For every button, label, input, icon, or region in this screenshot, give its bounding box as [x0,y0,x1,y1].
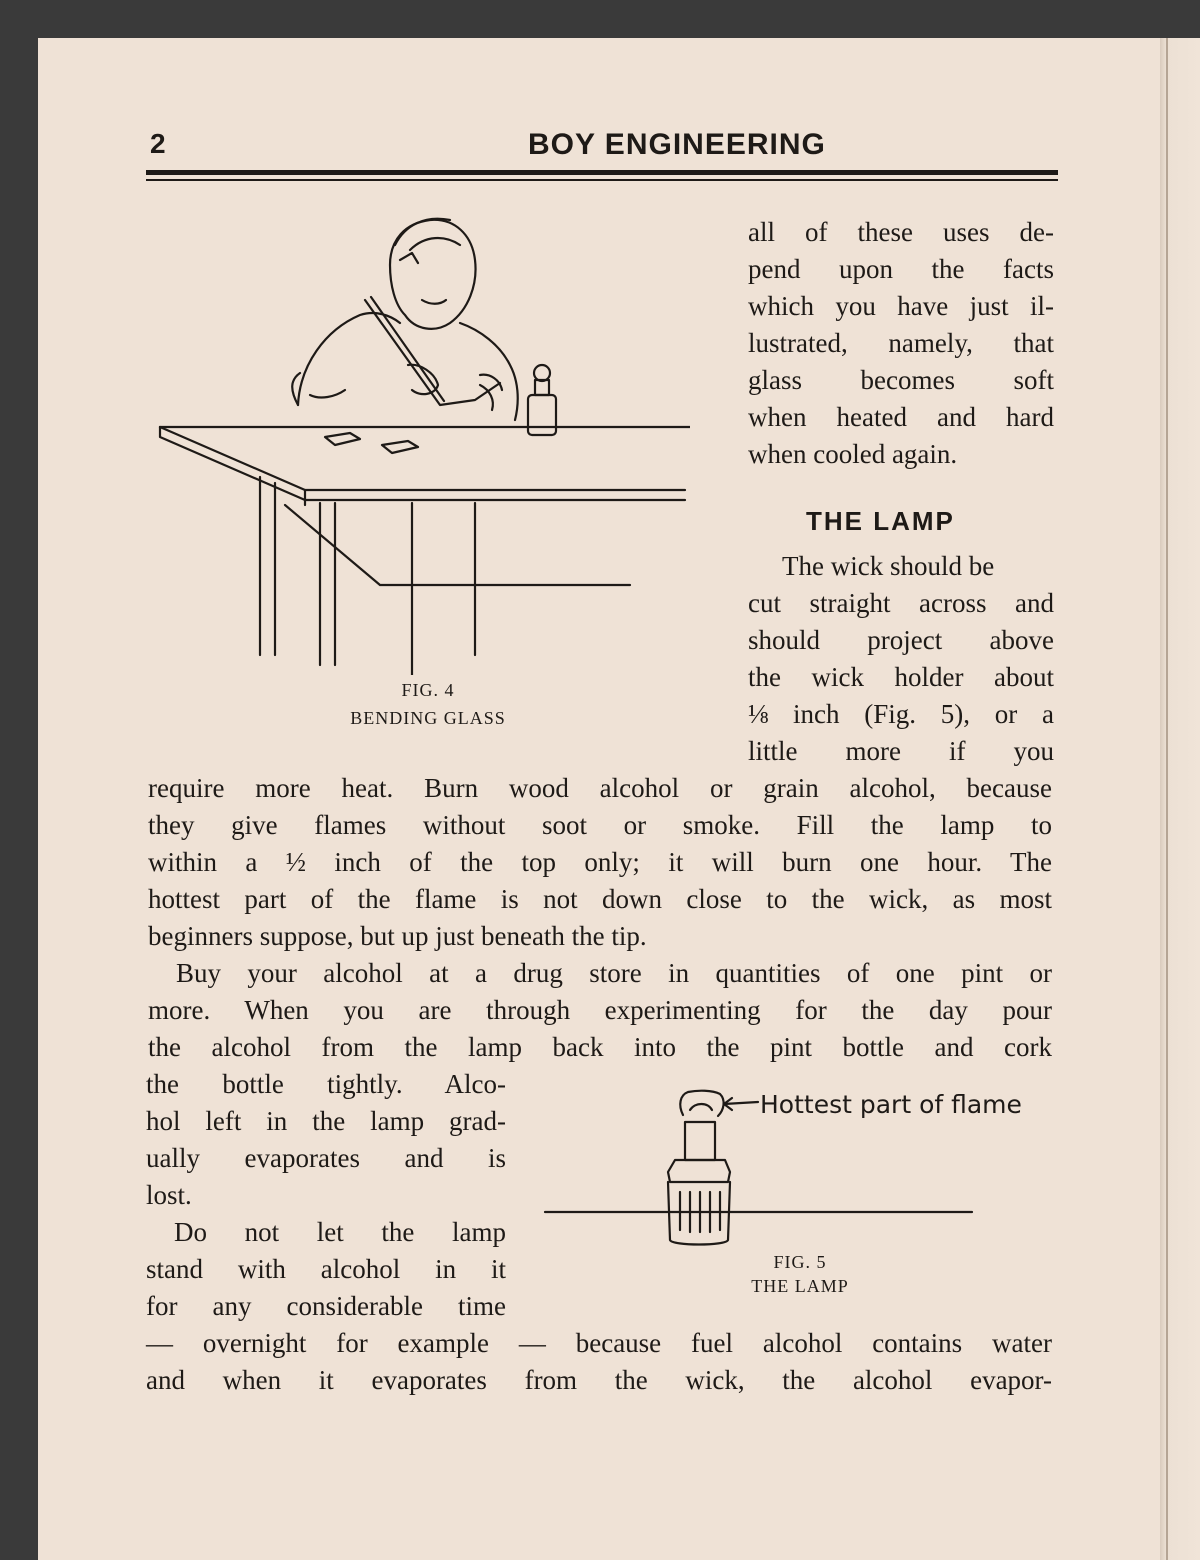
text-line: all of these uses de- [748,217,1054,247]
text-line: ually evaporates and is [146,1143,506,1173]
fig5-caption-number: FIG. 5 [773,1252,827,1272]
fig5-annotation: Hottest part of flame [760,1090,1022,1119]
text-line: within a ½ inch of the top only; it will burn one hour. The [148,847,1052,877]
text-line: hottest part of the flame is not down close to the wick, as most [148,884,1052,914]
header-rule [146,170,1058,175]
page-gutter [1166,38,1168,1560]
text-line: more. When you are through experimenting for the day pour [148,995,1052,1025]
text-line: the bottle tightly. Alco- [146,1069,506,1099]
text-line: ⅛ inch (Fig. 5), or a [748,699,1054,729]
running-head: BOY ENGINEERING [528,128,826,161]
text-line: Do not let the lamp [174,1217,506,1247]
text-line: The wick should be [782,551,995,581]
text-line: lustrated, namely, that [748,328,1054,358]
section-heading: THE LAMP [806,506,955,536]
fig5-caption-title: THE LAMP [751,1276,849,1296]
page-number: 2 [150,128,166,159]
text-line: the wick holder about [748,662,1054,692]
text-line: Buy your alcohol at a drug store in quantities of one pint or [176,958,1052,988]
text-line: require more heat. Burn wood alcohol or grain alcohol, because [148,773,1052,803]
text-line: lost. [146,1180,192,1210]
header-rule-thin [146,179,1058,181]
text-line: when heated and hard [748,402,1054,432]
text-line: pend upon the facts [748,254,1054,284]
text-line: hol left in the lamp grad- [146,1106,506,1136]
fig4-illustration [150,205,690,675]
text-line: little more if you [748,736,1054,766]
text-line: the alcohol from the lamp back into the pint bottle and cork [148,1032,1052,1062]
text-line: glass becomes soft [748,365,1054,395]
text-line: when cooled again. [748,439,958,469]
text-line: they give flames without soot or smoke. Fill the lamp to [148,810,1052,840]
fig4-caption-number: FIG. 4 [401,680,455,700]
text-line: and when it evaporates from the wick, the alcohol evapor- [146,1365,1052,1395]
text-line: for any considerable time [146,1291,506,1321]
text-line: — overnight for example — because fuel alcohol contains water [146,1328,1052,1358]
text-line: beginners suppose, but up just beneath the tip. [148,921,647,951]
text-line: cut straight across and [748,588,1054,618]
text-line: stand with alcohol in it [146,1254,506,1284]
fig4-caption-title: BENDING GLASS [350,708,506,728]
text-line: should project above [748,625,1054,655]
text-line: which you have just il- [748,291,1054,321]
